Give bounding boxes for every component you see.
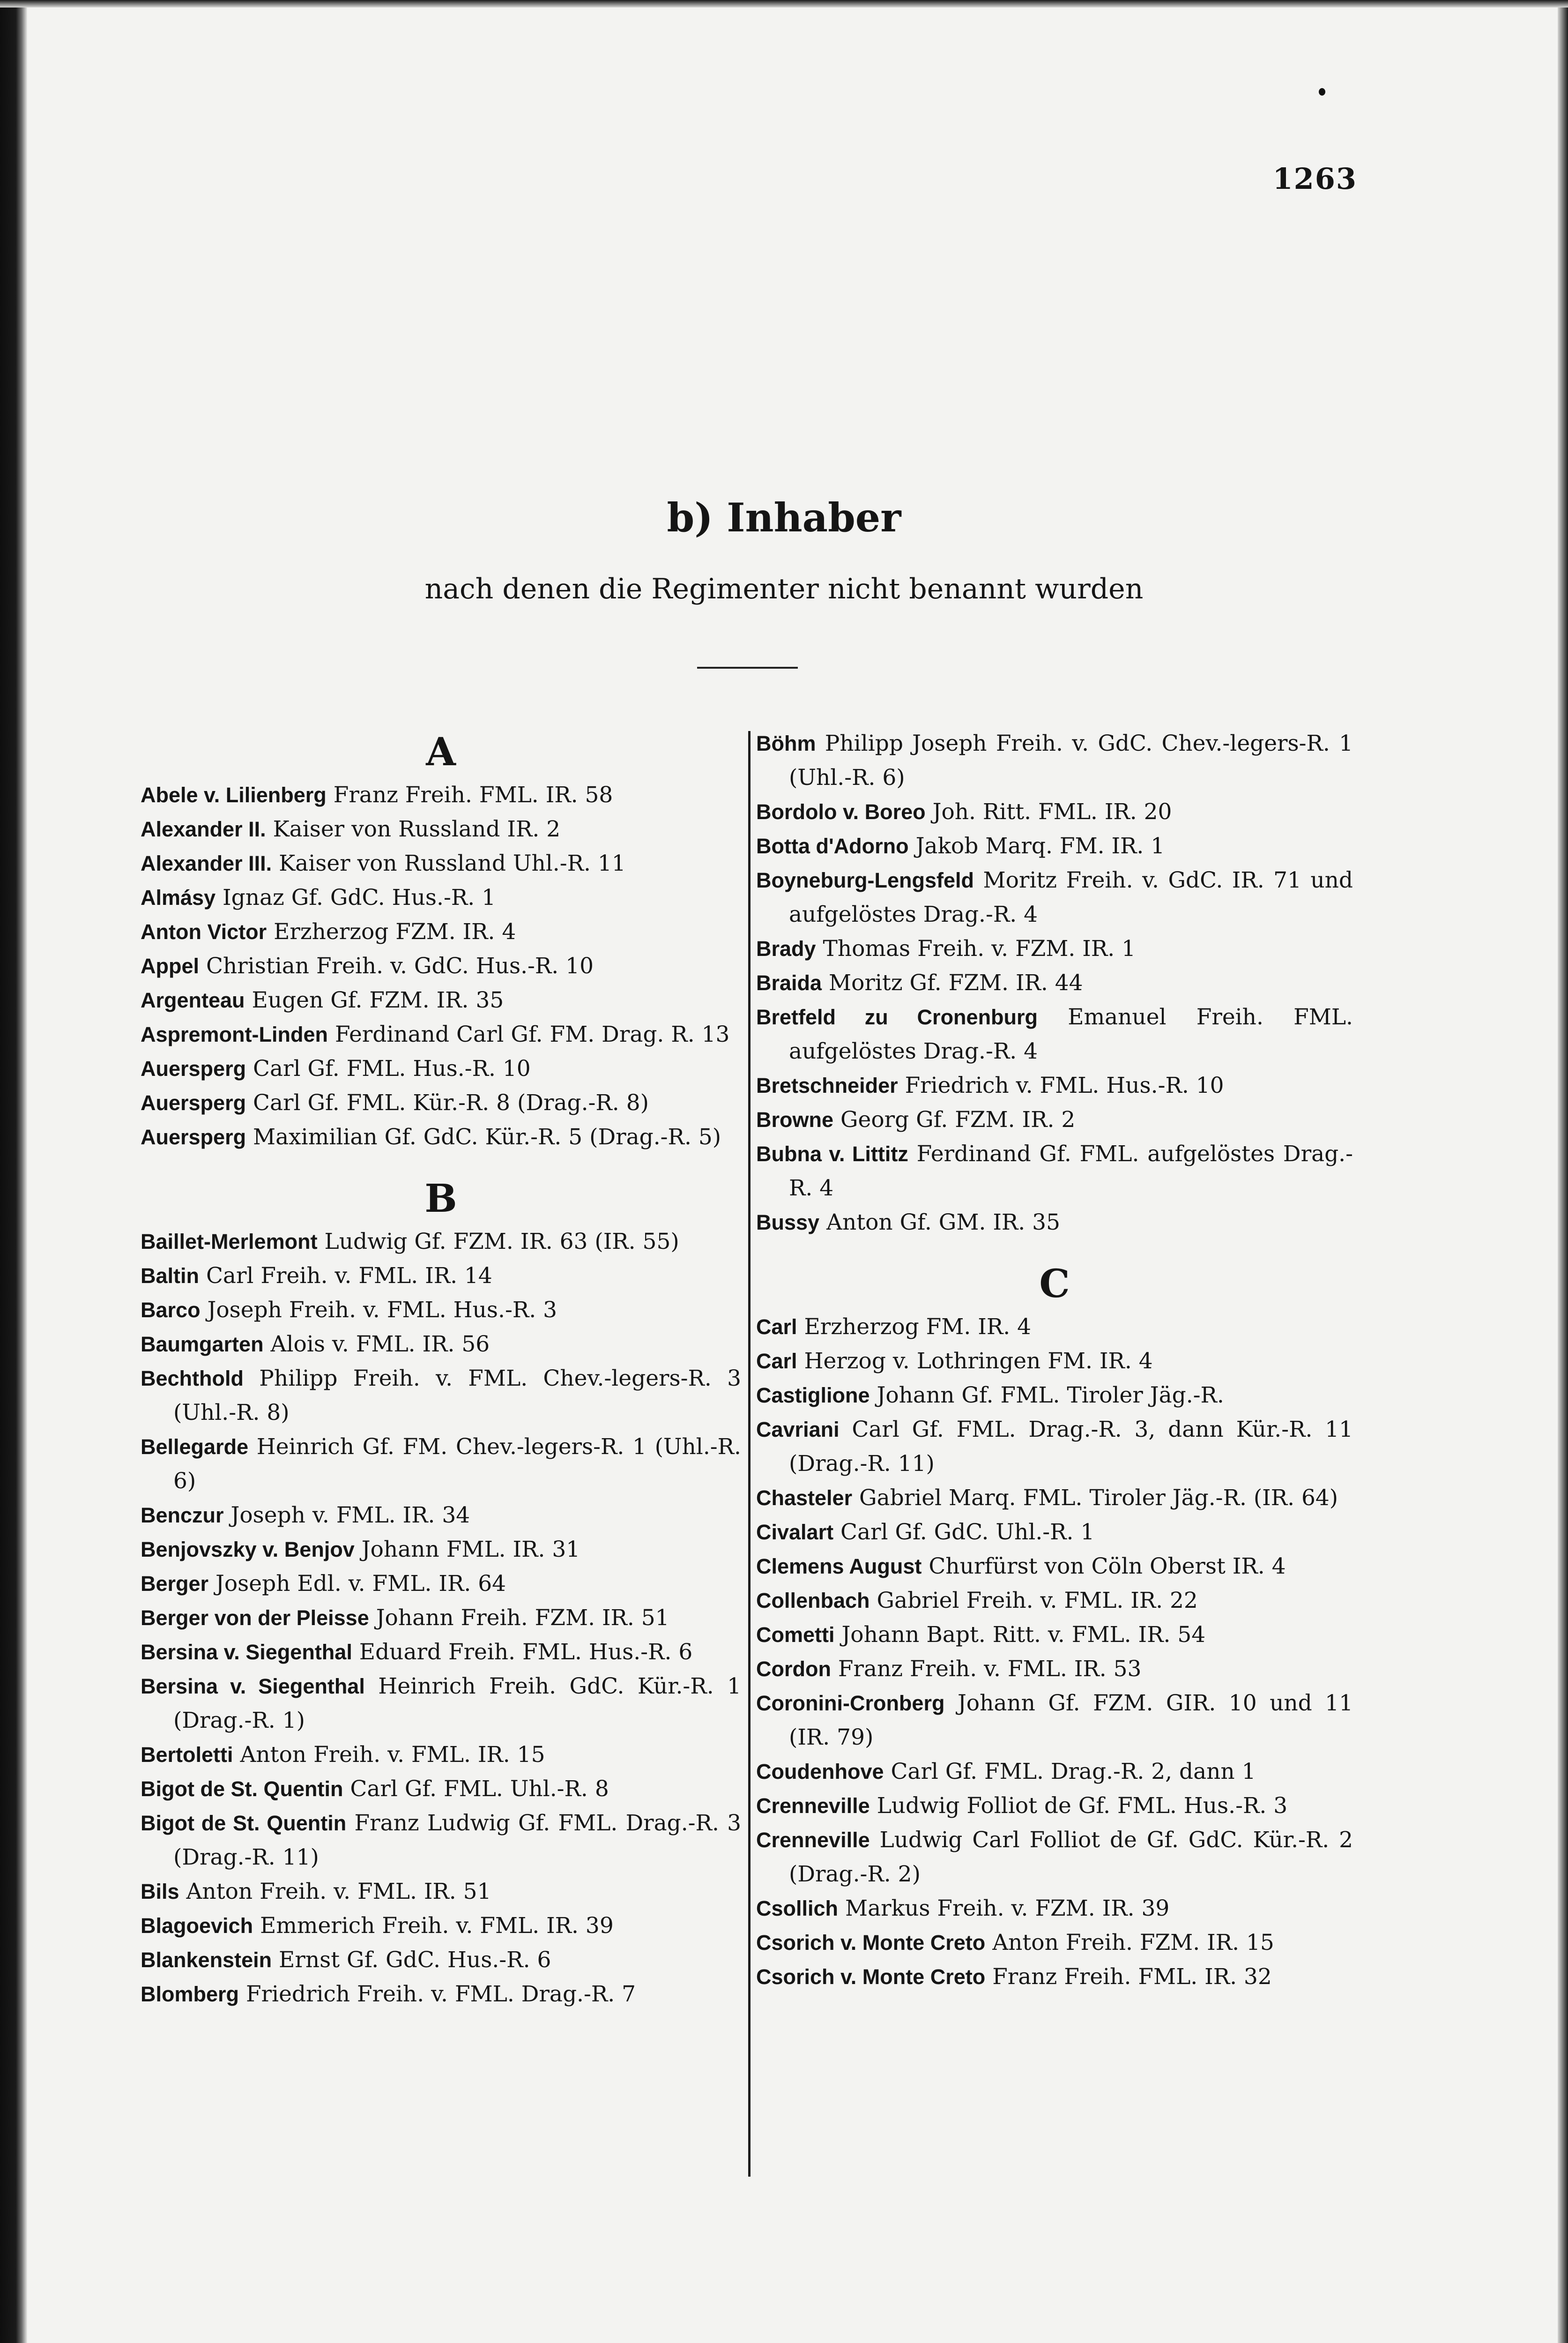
- entry-name: Appel: [141, 954, 200, 978]
- entry-details: Johann Bapt. Ritt. v. FML. IR. 54: [841, 1622, 1206, 1648]
- entry-name: Baltin: [141, 1264, 200, 1288]
- entry-details: Christian Freih. v. GdC. Hus.-R. 10: [206, 953, 594, 979]
- title-divider: [697, 667, 798, 669]
- entry-details: Joh. Ritt. FML. IR. 20: [932, 799, 1172, 825]
- entry-details: Carl Gf. FML. Drag.-R. 2, dann 1: [891, 1759, 1256, 1784]
- entry-name: Anton Victor: [141, 920, 267, 944]
- entry-name: Alexander III.: [141, 851, 272, 875]
- entry-details: Carl Gf. FML. Kür.-R. 8 (Drag.-R. 8): [253, 1090, 649, 1116]
- entry-name: Braida: [756, 971, 822, 995]
- entry-list-b: [141, 1224, 741, 2011]
- index-entry: [756, 1378, 1353, 1412]
- entry-details: Heinrich Gf. FM. Chev.-legers-R. 1 (Uhl.-R. 6): [173, 1434, 741, 1494]
- entry-details: Gabriel Freih. v. FML. IR. 22: [877, 1588, 1198, 1613]
- entry-name: Böhm: [756, 731, 816, 755]
- entry-name: Bertoletti: [141, 1743, 233, 1767]
- entry-details: Heinrich Freih. GdC. Kür.-R. 1 (Drag.-R. 1): [173, 1673, 741, 1733]
- entry-name: Barco: [141, 1298, 201, 1322]
- entry-name: Bils: [141, 1880, 179, 1903]
- entry-details: Joseph Edl. v. FML. IR. 64: [216, 1571, 506, 1597]
- entry-name: Bersina v. Siegenthal: [141, 1674, 365, 1698]
- entry-details: Moritz Freih. v. GdC. IR. 71 und aufgelöstes Drag.-R. 4: [789, 867, 1353, 927]
- entry-name: Auersperg: [141, 1057, 246, 1081]
- index-entry: [141, 1635, 741, 1669]
- index-entry: [141, 1361, 741, 1430]
- entry-name: Auersperg: [141, 1125, 246, 1149]
- entry-name: Abele v. Lilienberg: [141, 783, 327, 807]
- entry-name: Chasteler: [756, 1486, 853, 1510]
- entry-details: Carl Freih. v. FML. IR. 14: [206, 1263, 492, 1289]
- right-column: [756, 726, 1353, 1994]
- entry-name: Cordon: [756, 1657, 831, 1681]
- index-entry: [141, 1738, 741, 1772]
- index-entry: [756, 1960, 1353, 1994]
- entry-name: Carl: [756, 1315, 797, 1339]
- index-entry: [756, 726, 1353, 795]
- index-entry: [141, 1943, 741, 1977]
- index-entry: [756, 1686, 1353, 1754]
- entry-details: Emmerich Freih. v. FML. IR. 39: [260, 1913, 614, 1939]
- entry-details: Eugen Gf. FZM. IR. 35: [252, 987, 504, 1013]
- entry-name: Berger von der Pleisse: [141, 1606, 369, 1630]
- entry-name: Bordolo v. Boreo: [756, 800, 926, 824]
- entry-details: Herzog v. Lothringen FM. IR. 4: [804, 1348, 1153, 1374]
- entry-name: Botta d'Adorno: [756, 834, 909, 858]
- index-entry: [756, 863, 1353, 932]
- entry-name: Bigot de St. Quentin: [141, 1811, 347, 1835]
- entry-name: Crenneville: [756, 1794, 870, 1818]
- entry-details: Ignaz Gf. GdC. Hus.-R. 1: [223, 885, 496, 910]
- index-entry: [141, 1874, 741, 1909]
- index-entry: [141, 880, 741, 915]
- entry-details: Johann Freih. FZM. IR. 51: [376, 1605, 669, 1631]
- entry-name: Cavriani: [756, 1418, 840, 1441]
- section-letter-b: B: [424, 1176, 457, 1221]
- entry-details: Anton Gf. GM. IR. 35: [826, 1209, 1060, 1235]
- entry-details: Friedrich Freih. v. FML. Drag.-R. 7: [245, 1981, 636, 2007]
- entry-name: Cometti: [756, 1623, 835, 1647]
- entry-details: Philipp Freih. v. FML. Chev.-legers-R. 3 (Uhl.-R. 8): [173, 1366, 741, 1425]
- page-subtitle: nach denen die Regimenter nicht benannt wurden: [424, 573, 1144, 605]
- entry-name: Blankenstein: [141, 1948, 272, 1972]
- entry-name: Bretfeld zu Cronenburg: [756, 1005, 1038, 1029]
- entry-name: Blomberg: [141, 1982, 239, 2006]
- entry-name: Argenteau: [141, 988, 245, 1012]
- index-entry: [141, 778, 741, 812]
- entry-name: Auersperg: [141, 1091, 246, 1115]
- entry-details: Anton Freih. FZM. IR. 15: [992, 1930, 1274, 1955]
- entry-name: Clemens August: [756, 1554, 922, 1578]
- entry-details: Thomas Freih. v. FZM. IR. 1: [823, 936, 1136, 962]
- index-entry: [756, 1310, 1353, 1344]
- entry-details: Johann Gf. FZM. GIR. 10 und 11 (IR. 79): [789, 1690, 1353, 1750]
- entry-details: Erzherzog FZM. IR. 4: [274, 919, 516, 945]
- entry-name: Bellegarde: [141, 1435, 249, 1459]
- entry-details: Markus Freih. v. FZM. IR. 39: [845, 1895, 1170, 1921]
- entry-details: Alois v. FML. IR. 56: [270, 1331, 490, 1357]
- entry-details: Kaiser von Russland IR. 2: [273, 816, 561, 842]
- index-entry: [141, 915, 741, 949]
- entry-name: Csollich: [756, 1896, 839, 1920]
- entry-name: Bretschneider: [756, 1074, 898, 1097]
- entry-name: Csorich v. Monte Creto: [756, 1965, 986, 1989]
- index-entry: [141, 949, 741, 983]
- entry-details: Friedrich v. FML. Hus.-R. 10: [905, 1073, 1224, 1098]
- entry-details: Ludwig Carl Folliot de Gf. GdC. Kür.-R. 2 (Drag.-R. 2): [789, 1827, 1353, 1887]
- index-entry: [756, 1344, 1353, 1378]
- entry-name: Baumgarten: [141, 1332, 264, 1356]
- index-entry: [141, 1052, 741, 1086]
- entry-name: Alexander II.: [141, 817, 266, 841]
- scan-border-left: [0, 0, 27, 2343]
- entry-name: Boyneburg-Lengsfeld: [756, 868, 974, 892]
- entry-details: Franz Freih. FML. IR. 58: [333, 782, 613, 808]
- entry-details: Maximilian Gf. GdC. Kür.-R. 5 (Drag.-R. 5): [253, 1124, 721, 1150]
- index-entry: [756, 1137, 1353, 1205]
- index-entry: [756, 932, 1353, 966]
- entry-name: Berger: [141, 1572, 209, 1596]
- left-column: [141, 730, 741, 2011]
- index-entry: [756, 829, 1353, 863]
- entry-list-a: [141, 778, 741, 1154]
- entry-details: Anton Freih. v. FML. IR. 51: [186, 1879, 491, 1904]
- section-letter-a: A: [426, 730, 456, 775]
- entry-name: Aspremont-Linden: [141, 1022, 328, 1046]
- index-entry: [141, 1909, 741, 1943]
- entry-name: Benjovszky v. Benjov: [141, 1537, 355, 1561]
- index-entry: [141, 1498, 741, 1532]
- entry-details: Carl Gf. FML. Uhl.-R. 8: [350, 1776, 609, 1802]
- entry-name: Collenbach: [756, 1589, 870, 1612]
- entry-details: Ferdinand Gf. FML. aufgelöstes Drag.-R. 4: [789, 1141, 1353, 1201]
- index-entry: [756, 795, 1353, 829]
- entry-details: Joseph v. FML. IR. 34: [230, 1502, 470, 1528]
- scan-border-top: [0, 0, 1568, 7]
- entry-name: Almásy: [141, 886, 216, 910]
- entry-name: Crenneville: [756, 1828, 870, 1852]
- index-entry: [756, 1103, 1353, 1137]
- entry-details: Jakob Marq. FM. IR. 1: [915, 833, 1165, 859]
- entry-name: Baillet-Merlemont: [141, 1230, 318, 1254]
- index-entry: [141, 846, 741, 880]
- entry-details: Philipp Joseph Freih. v. GdC. Chev.-legers-R. 1 (Uhl.-R. 6): [789, 731, 1353, 791]
- index-entry: [141, 1567, 741, 1601]
- index-entry: [756, 966, 1353, 1000]
- index-entry: [756, 1549, 1353, 1583]
- entry-name: Browne: [756, 1108, 834, 1132]
- entry-details: Carl Gf. GdC. Uhl.-R. 1: [840, 1519, 1095, 1545]
- entry-name: Bubna v. Littitz: [756, 1142, 908, 1166]
- entry-details: Gabriel Marq. FML. Tiroler Jäg.-R. (IR. 64): [859, 1485, 1338, 1511]
- section-letter-c: C: [1039, 1261, 1070, 1306]
- index-entry: [756, 1000, 1353, 1068]
- entry-details: Joseph Freih. v. FML. Hus.-R. 3: [207, 1297, 557, 1323]
- entry-details: Franz Freih. FML. IR. 32: [992, 1964, 1272, 1990]
- entry-name: Brady: [756, 937, 816, 961]
- index-entry: [756, 1891, 1353, 1925]
- entry-details: Johann Gf. FML. Tiroler Jäg.-R.: [877, 1382, 1224, 1408]
- index-entry: [756, 1583, 1353, 1618]
- page-title: b) Inhaber: [667, 494, 901, 541]
- index-entry: [141, 1806, 741, 1874]
- entry-details: Erzherzog FM. IR. 4: [804, 1314, 1032, 1340]
- index-entry: [756, 1481, 1353, 1515]
- entry-details: Eduard Freih. FML. Hus.-R. 6: [359, 1639, 693, 1665]
- index-entry: [756, 1754, 1353, 1789]
- index-entry: [756, 1925, 1353, 1960]
- entry-name: Bigot de St. Quentin: [141, 1777, 343, 1801]
- index-entry: [141, 1430, 741, 1498]
- index-entry: [756, 1412, 1353, 1481]
- entry-name: Coudenhove: [756, 1760, 884, 1783]
- index-entry: [141, 1086, 741, 1120]
- index-entry: [756, 1823, 1353, 1891]
- entry-name: Blagoevich: [141, 1914, 253, 1938]
- entry-name: Civalart: [756, 1520, 834, 1544]
- entry-list-b-continued: [756, 726, 1353, 1239]
- entry-details: Ernst Gf. GdC. Hus.-R. 6: [279, 1947, 551, 1973]
- index-entry: [141, 1772, 741, 1806]
- entry-details: Emanuel Freih. FML. aufgelöstes Drag.-R. 4: [789, 1004, 1353, 1064]
- index-entry: [756, 1068, 1353, 1103]
- index-entry: [141, 812, 741, 846]
- index-entry: [141, 1601, 741, 1635]
- entry-name: Csorich v. Monte Creto: [756, 1931, 986, 1955]
- entry-name: Bechthold: [141, 1366, 244, 1390]
- entry-details: Churfürst von Cöln Oberst IR. 4: [929, 1553, 1286, 1579]
- index-entry: [141, 1224, 741, 1259]
- entry-details: Ferdinand Carl Gf. FM. Drag. R. 13: [334, 1022, 730, 1047]
- entry-details: Moritz Gf. FZM. IR. 44: [829, 970, 1083, 996]
- entry-details: Carl Gf. FML. Hus.-R. 10: [253, 1056, 531, 1082]
- entry-details: Ludwig Folliot de Gf. FML. Hus.-R. 3: [877, 1793, 1288, 1819]
- ink-speck: [1319, 88, 1325, 96]
- entry-name: Coronini-Cronberg: [756, 1691, 945, 1715]
- scan-border-right: [1558, 0, 1568, 2343]
- index-entry: [756, 1618, 1353, 1652]
- entry-list-c: [756, 1310, 1353, 1994]
- index-entry: [141, 1293, 741, 1327]
- entry-details: Kaiser von Russland Uhl.-R. 11: [279, 851, 626, 876]
- entry-details: Johann FML. IR. 31: [361, 1537, 580, 1562]
- index-entry: [141, 1669, 741, 1738]
- index-entry: [756, 1515, 1353, 1549]
- entry-details: Anton Freih. v. FML. IR. 15: [240, 1742, 545, 1768]
- index-entry: [756, 1789, 1353, 1823]
- entry-details: Carl Gf. FML. Drag.-R. 3, dann Kür.-R. 11 (Drag.-R. 11): [789, 1417, 1353, 1477]
- index-entry: [141, 1017, 741, 1052]
- index-entry: [756, 1652, 1353, 1686]
- index-entry: [141, 1977, 741, 2011]
- entry-name: Benczur: [141, 1503, 224, 1527]
- entry-name: Bersina v. Siegenthal: [141, 1640, 352, 1664]
- column-divider: [748, 731, 751, 2177]
- entry-name: Carl: [756, 1349, 797, 1373]
- index-entry: [756, 1205, 1353, 1239]
- index-entry: [141, 1327, 741, 1361]
- index-entry: [141, 1532, 741, 1567]
- entry-name: Bussy: [756, 1210, 820, 1234]
- page-number: 1263: [1272, 162, 1357, 196]
- entry-details: Ludwig Gf. FZM. IR. 63 (IR. 55): [324, 1229, 679, 1254]
- entry-details: Georg Gf. FZM. IR. 2: [840, 1107, 1076, 1133]
- entry-name: Castiglione: [756, 1383, 870, 1407]
- entry-details: Franz Freih. v. FML. IR. 53: [838, 1656, 1142, 1682]
- entry-details: Franz Ludwig Gf. FML. Drag.-R. 3 (Drag.-R. 11): [173, 1810, 741, 1870]
- index-entry: [141, 1120, 741, 1154]
- index-entry: [141, 1259, 741, 1293]
- index-entry: [141, 983, 741, 1017]
